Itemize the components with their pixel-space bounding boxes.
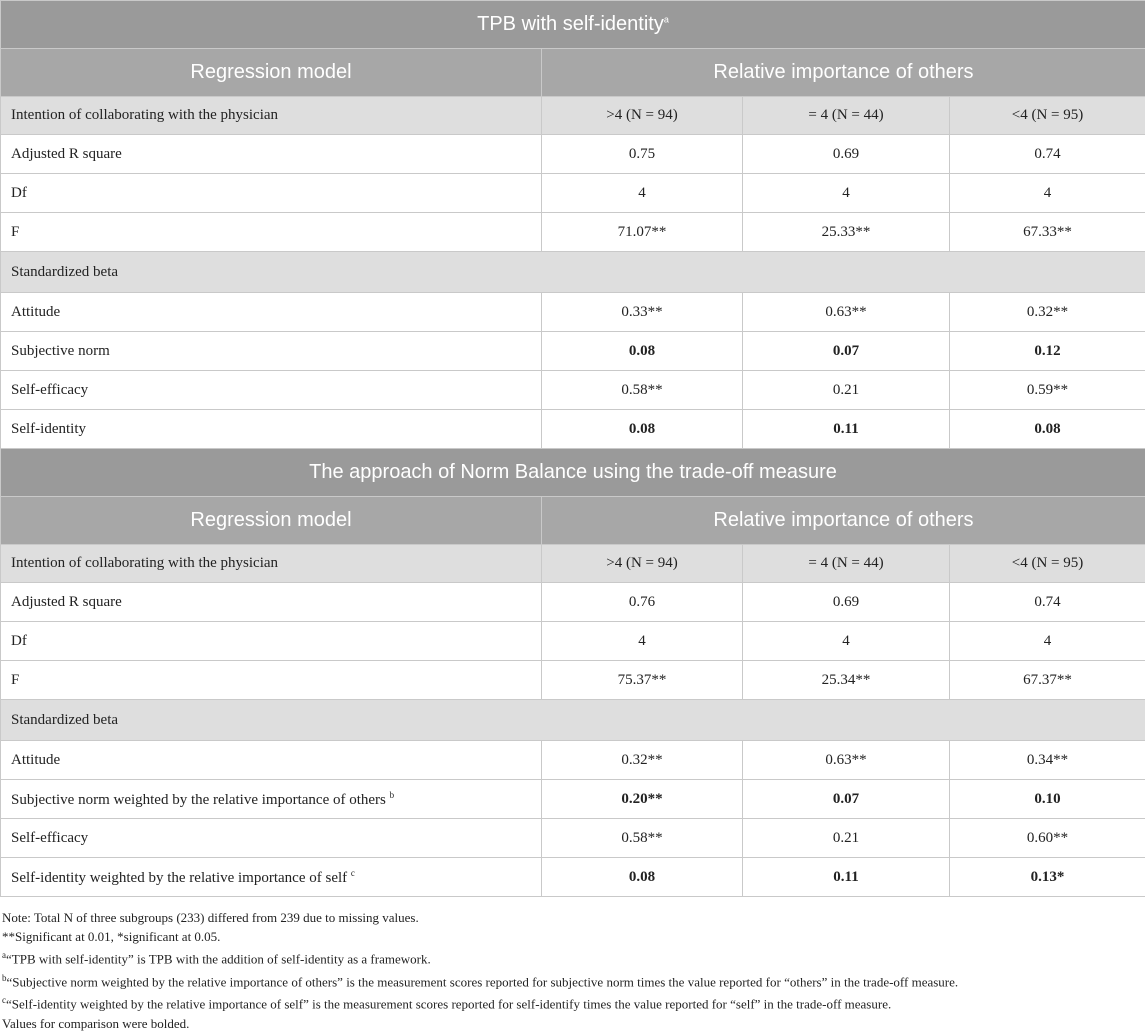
header-row xyxy=(1,49,1145,97)
note-text: “TPB with self-identity” is TPB with the addition of self-identity as a framework. xyxy=(6,952,431,967)
header-relative-importance: Relative importance of others xyxy=(542,49,1145,97)
row-label-text: Self-identity weighted by the relative importance of self xyxy=(11,870,347,886)
note-text: “Self-identity weighted by the relative importance of self” is the measurement scores reported for self-identify times the value reported for “self” in the trade-off measure. xyxy=(6,997,891,1012)
table-cell: 0.75 xyxy=(542,135,743,174)
footnote-marker: c xyxy=(2,995,6,1005)
table-cell: 0.33** xyxy=(542,293,743,332)
group-column-header: <4 (N = 95) xyxy=(950,97,1145,135)
table-cell: 0.32** xyxy=(950,293,1145,332)
table-cell: 71.07** xyxy=(542,213,743,252)
row-label-text: Subjective norm xyxy=(11,343,110,359)
section-label-row xyxy=(1,252,1145,293)
row-label-text: Self-efficacy xyxy=(11,830,88,846)
table-cell: 0.07 xyxy=(743,332,950,371)
subheader-row xyxy=(1,97,1145,135)
footnote-marker: b xyxy=(390,790,395,800)
table-notes xyxy=(0,897,1145,1033)
table-cell: 0.69 xyxy=(743,135,950,174)
row-label: Df xyxy=(1,622,542,661)
row-label-text: Attitude xyxy=(11,752,60,768)
header-row xyxy=(1,497,1145,545)
table-cell: 67.37** xyxy=(950,661,1145,700)
table-cell: 4 xyxy=(743,622,950,661)
group-column-header: >4 (N = 94) xyxy=(542,545,743,583)
note-text: Values for comparison were bolded. xyxy=(2,1016,189,1031)
row-label xyxy=(1,858,542,897)
table-row xyxy=(1,174,1145,213)
subheader-label: Intention of collaborating with the physician xyxy=(1,97,542,135)
footnote-marker: a xyxy=(664,14,669,24)
table-cell: 0.13* xyxy=(950,858,1145,897)
table-cell: 0.74 xyxy=(950,135,1145,174)
table-row xyxy=(1,583,1145,622)
table-row xyxy=(1,622,1145,661)
table-cell: 67.33** xyxy=(950,213,1145,252)
table-cell: 4 xyxy=(542,174,743,213)
table-cell: 0.63** xyxy=(743,293,950,332)
header-regression-model: Regression model xyxy=(1,497,542,545)
note-line xyxy=(2,946,1143,969)
row-label xyxy=(1,819,542,858)
table-row xyxy=(1,858,1145,897)
group-column-header: = 4 (N = 44) xyxy=(743,545,950,583)
table-cell: 0.12 xyxy=(950,332,1145,371)
row-label: Adjusted R square xyxy=(1,135,542,174)
table-cell: 0.10 xyxy=(950,780,1145,819)
table-cell: 0.58** xyxy=(542,819,743,858)
note-line xyxy=(2,908,1143,927)
group-column-header: >4 (N = 94) xyxy=(542,97,743,135)
table-row xyxy=(1,661,1145,700)
footnote-marker: a xyxy=(2,950,6,960)
table-cell: 0.59** xyxy=(950,371,1145,410)
table-cell: 75.37** xyxy=(542,661,743,700)
table-cell: 0.34** xyxy=(950,741,1145,780)
table-row xyxy=(1,780,1145,819)
subheader-label: Intention of collaborating with the physician xyxy=(1,545,542,583)
note-line xyxy=(2,1014,1143,1033)
table-cell: 0.11 xyxy=(743,858,950,897)
table-cell: 0.07 xyxy=(743,780,950,819)
note-line xyxy=(2,991,1143,1014)
row-label xyxy=(1,332,542,371)
note-line xyxy=(2,927,1143,946)
table-cell: 0.58** xyxy=(542,371,743,410)
section-title-row xyxy=(1,449,1145,497)
section-label: Standardized beta xyxy=(1,252,1145,293)
subheader-row xyxy=(1,545,1145,583)
table-row xyxy=(1,741,1145,780)
section-title xyxy=(1,1,1145,49)
table-row xyxy=(1,135,1145,174)
table-cell: 4 xyxy=(542,622,743,661)
table-cell: 0.08 xyxy=(542,858,743,897)
note-text: **Significant at 0.01, *significant at 0.05. xyxy=(2,929,220,944)
header-regression-model: Regression model xyxy=(1,49,542,97)
table-row xyxy=(1,371,1145,410)
section-label: Standardized beta xyxy=(1,700,1145,741)
row-label xyxy=(1,293,542,332)
note-text: Note: Total N of three subgroups (233) differed from 239 due to missing values. xyxy=(2,910,419,925)
group-column-header: = 4 (N = 44) xyxy=(743,97,950,135)
section-title-row xyxy=(1,1,1145,49)
table-cell: 0.74 xyxy=(950,583,1145,622)
row-label: F xyxy=(1,661,542,700)
row-label xyxy=(1,410,542,449)
table-cell: 25.34** xyxy=(743,661,950,700)
section-title-text: The approach of Norm Balance using the trade-off measure xyxy=(309,461,837,483)
table-cell: 4 xyxy=(743,174,950,213)
note-text: “Subjective norm weighted by the relative importance of others” is the measurement scores reported for subjective norm times the value reported for “others” in the trade-off measure. xyxy=(7,974,959,989)
note-line xyxy=(2,969,1143,992)
section-label-row xyxy=(1,700,1145,741)
table-cell: 0.08 xyxy=(542,410,743,449)
table-cell: 0.08 xyxy=(950,410,1145,449)
footnote-marker: b xyxy=(2,973,7,983)
footnote-marker: c xyxy=(351,868,355,878)
table-cell: 0.08 xyxy=(542,332,743,371)
table-cell: 0.63** xyxy=(743,741,950,780)
table-row xyxy=(1,213,1145,252)
table-cell: 0.21 xyxy=(743,819,950,858)
table-cell: 0.20** xyxy=(542,780,743,819)
row-label xyxy=(1,741,542,780)
table-cell: 0.21 xyxy=(743,371,950,410)
table-cell: 0.32** xyxy=(542,741,743,780)
group-column-header: <4 (N = 95) xyxy=(950,545,1145,583)
table-row xyxy=(1,332,1145,371)
table-cell: 4 xyxy=(950,174,1145,213)
table-cell: 4 xyxy=(950,622,1145,661)
table-cell: 25.33** xyxy=(743,213,950,252)
section-title xyxy=(1,449,1145,497)
row-label: F xyxy=(1,213,542,252)
row-label-text: Self-efficacy xyxy=(11,382,88,398)
section-title-text: TPB with self-identity xyxy=(477,13,664,35)
table-row xyxy=(1,819,1145,858)
row-label xyxy=(1,780,542,819)
row-label xyxy=(1,371,542,410)
table-cell: 0.76 xyxy=(542,583,743,622)
table-cell: 0.60** xyxy=(950,819,1145,858)
table-cell: 0.69 xyxy=(743,583,950,622)
header-relative-importance: Relative importance of others xyxy=(542,497,1145,545)
row-label-text: Self-identity xyxy=(11,421,86,437)
row-label: Df xyxy=(1,174,542,213)
table-cell: 0.11 xyxy=(743,410,950,449)
row-label-text: Attitude xyxy=(11,304,60,320)
table-row xyxy=(1,410,1145,449)
row-label: Adjusted R square xyxy=(1,583,542,622)
row-label-text: Subjective norm weighted by the relative importance of others xyxy=(11,792,386,808)
table-row xyxy=(1,293,1145,332)
